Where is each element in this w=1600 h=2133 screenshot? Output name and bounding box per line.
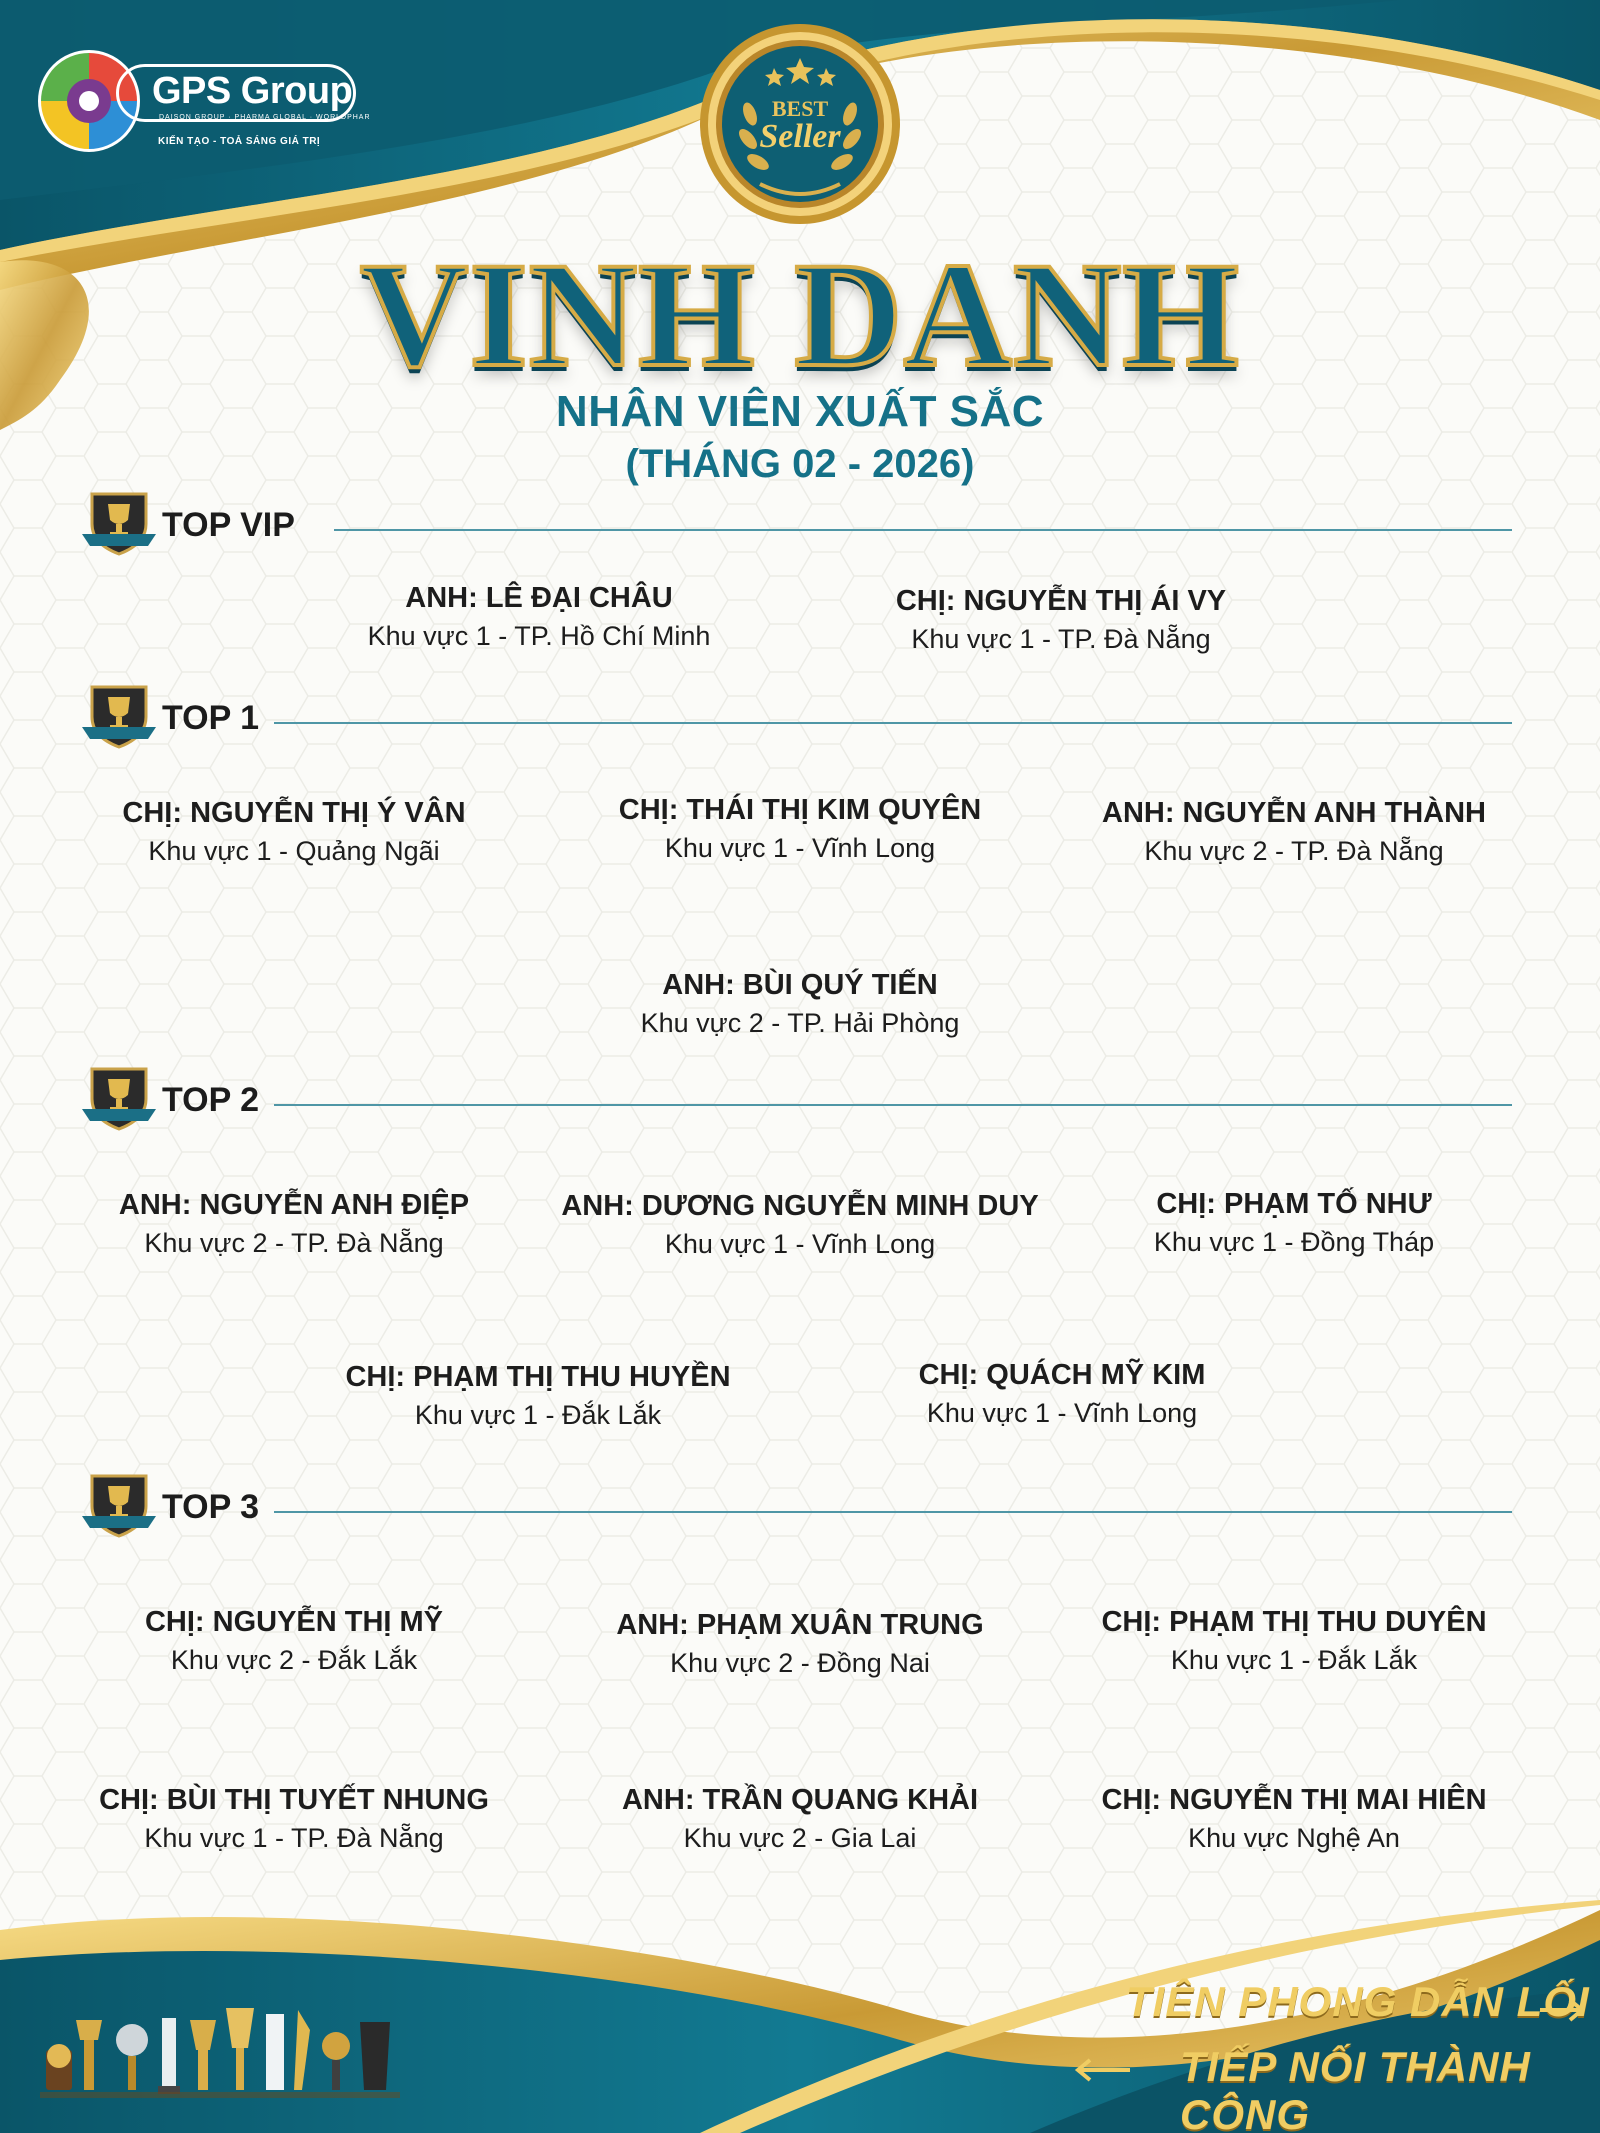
person-name: ANH: BÙI QUÝ TIẾN [662, 969, 938, 1001]
person-name: CHỊ: NGUYỄN THỊ ÁI VY [895, 585, 1227, 617]
person-region: Khu vực 2 - TP. Hải Phòng [640, 1008, 960, 1038]
person-name: CHỊ: PHẠM THỊ THU DUYÊN [1101, 1606, 1487, 1638]
person-card [34, 794, 554, 870]
section-header-top-1 [82, 683, 1512, 753]
person-region: Khu vực 1 - Quảng Ngãi [148, 836, 440, 866]
logo-name: GPS Group [152, 70, 353, 112]
person-card [34, 1186, 554, 1262]
person-name: ANH: TRẦN QUANG KHẢI [621, 1784, 979, 1816]
trophy-shield-icon [82, 683, 156, 749]
section-divider [274, 1104, 1512, 1106]
page-title: VINH DANH [360, 232, 1240, 398]
section-label: TOP 1 [162, 699, 260, 737]
section-label: TOP 3 [162, 1488, 260, 1526]
person-region: Khu vực 1 - Đồng Tháp [1153, 1227, 1435, 1257]
person-card [540, 1606, 1060, 1682]
person-card [34, 1603, 554, 1679]
person-card [34, 1781, 554, 1857]
person-region: Khu vực 1 - Vĩnh Long [926, 1398, 1198, 1428]
person-card [278, 1358, 798, 1434]
person-region: Khu vực 2 - Đắk Lắk [170, 1645, 418, 1675]
slogan-line2: TIẾP NỐI THÀNH CÔNG [1180, 2043, 1531, 2133]
person-name: ANH: DƯƠNG NGUYỄN MINH DUY [561, 1190, 1039, 1222]
person-region: Khu vực 2 - Gia Lai [683, 1823, 917, 1853]
person-region: Khu vực 1 - TP. Đà Nẵng [144, 1823, 444, 1853]
person-name: CHỊ: NGUYỄN THỊ MỸ [144, 1606, 444, 1638]
person-name: CHỊ: QUÁCH MỸ KIM [918, 1359, 1206, 1391]
person-name: ANH: NGUYỄN ANH THÀNH [1102, 797, 1486, 829]
badge-line2: Seller [759, 118, 841, 155]
person-region: Khu vực 1 - Vĩnh Long [664, 1229, 936, 1259]
logo-tagline: KIẾN TẠO - TOẢ SÁNG GIÁ TRỊ [158, 136, 321, 147]
section-divider [274, 1511, 1512, 1513]
person-card [1034, 1185, 1554, 1261]
person-region: Khu vực 1 - Vĩnh Long [664, 833, 936, 863]
section-label: TOP VIP [162, 506, 295, 544]
trophy-shield-icon [82, 1065, 156, 1131]
person-region: Khu vực 2 - TP. Đà Nẵng [144, 1228, 444, 1258]
page-subtitle: NHÂN VIÊN XUẤT SẮC [555, 387, 1045, 436]
person-card [279, 579, 799, 655]
section-divider [334, 529, 1512, 531]
section-header-top-3 [82, 1472, 1512, 1542]
badge-line1: BEST [771, 96, 829, 121]
trophy-shield-icon [82, 1472, 156, 1538]
double-arrow-icon [1070, 1990, 1590, 2110]
person-card [540, 1781, 1060, 1857]
section-header-top-2 [82, 1065, 1512, 1135]
person-card [802, 1356, 1322, 1432]
person-region: Khu vực 1 - Đắk Lắk [414, 1400, 662, 1430]
person-name: CHỊ: PHẠM THỊ THU HUYỀN [345, 1361, 731, 1393]
person-name: CHỊ: NGUYỄN THỊ Ý VÂN [122, 797, 466, 829]
trophy-shield-icon [82, 490, 156, 556]
person-card [540, 1187, 1060, 1263]
person-name: CHỊ: BÙI THỊ TUYẾT NHUNG [99, 1784, 489, 1816]
person-name: CHỊ: PHẠM TỐ NHƯ [1156, 1188, 1432, 1220]
person-name: ANH: LÊ ĐẠI CHÂU [405, 582, 673, 614]
trophy-collection-icon [40, 2000, 420, 2110]
person-region: Khu vực 1 - TP. Hồ Chí Minh [367, 621, 711, 651]
section-header-top-vip [82, 490, 1512, 560]
slogan-line1: TIÊN PHONG DẪN LỐI [1126, 1978, 1590, 2025]
person-card [801, 582, 1321, 658]
page-date: (THÁNG 02 - 2026) [625, 442, 975, 486]
person-name: ANH: PHẠM XUÂN TRUNG [616, 1609, 984, 1641]
person-card [1034, 1781, 1554, 1857]
person-region: Khu vực 1 - TP. Đà Nẵng [911, 624, 1211, 654]
person-region: Khu vực Nghệ An [1188, 1823, 1400, 1853]
person-region: Khu vực 2 - TP. Đà Nẵng [1144, 836, 1444, 866]
best-seller-badge [690, 14, 910, 234]
person-card [540, 791, 1060, 867]
person-card [1034, 1603, 1554, 1679]
company-logo [34, 46, 384, 156]
person-name: ANH: NGUYỄN ANH ĐIỆP [118, 1189, 470, 1221]
person-card [540, 966, 1060, 1042]
section-label: TOP 2 [162, 1081, 260, 1119]
logo-subtitle: DAISON GROUP · PHARMA GLOBAL · WORLDPHAR [159, 114, 371, 121]
person-region: Khu vực 1 - Đắk Lắk [1170, 1645, 1418, 1675]
person-card [1034, 794, 1554, 870]
person-name: CHỊ: THÁI THỊ KIM QUYÊN [618, 794, 982, 826]
person-region: Khu vực 2 - Đồng Nai [670, 1648, 930, 1678]
person-name: CHỊ: NGUYỄN THỊ MAI HIÊN [1101, 1784, 1487, 1816]
section-divider [274, 722, 1512, 724]
